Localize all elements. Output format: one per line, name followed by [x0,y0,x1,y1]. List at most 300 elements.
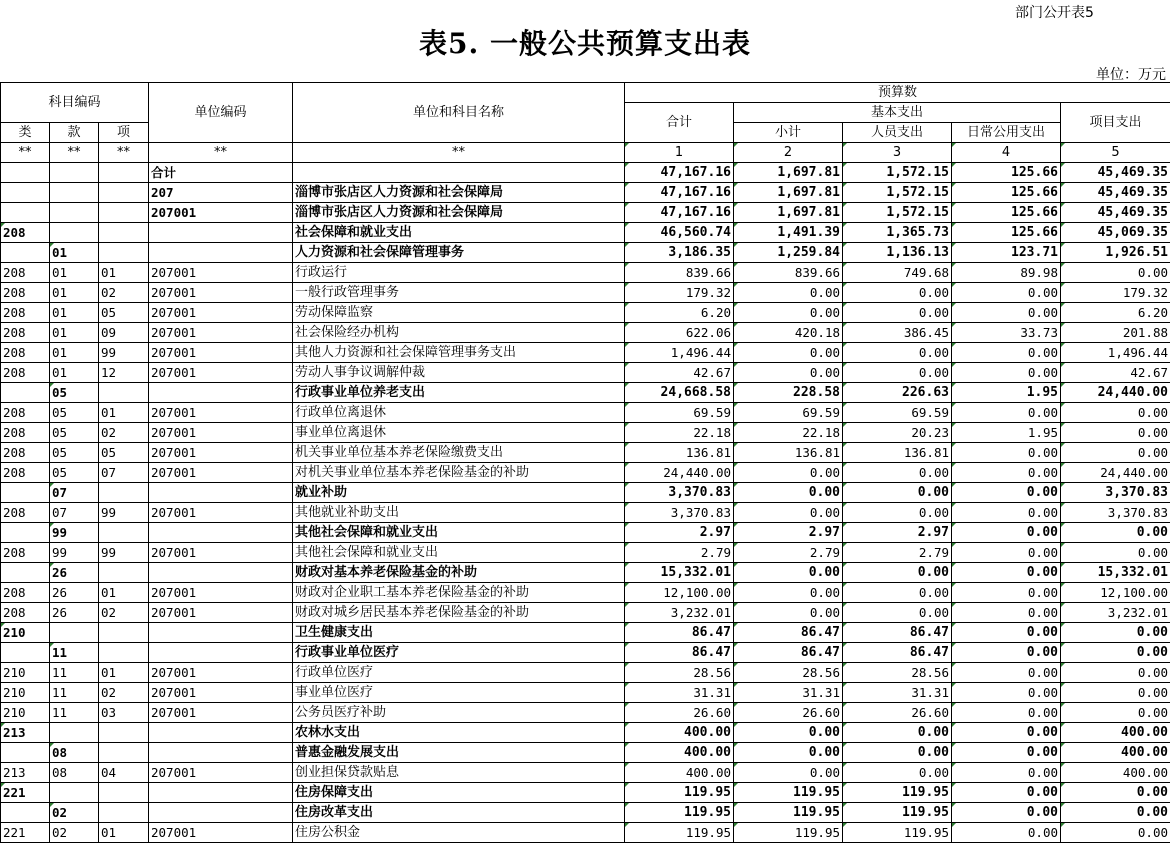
lei-cell [1,243,50,263]
subtotal-cell: 119.95 [734,823,843,843]
kuan-cell: 05 [50,383,99,403]
unit-code-cell: 合计 [149,163,293,183]
unit-code-cell [149,383,293,403]
daily-cell: 0.00 [952,663,1061,683]
table-row [1,603,1170,623]
unit-code-cell [149,783,293,803]
project-cell: 0.00 [1061,543,1170,563]
total-cell: 3,186.35 [625,243,734,263]
project-cell: 0.00 [1061,523,1170,543]
xiang-cell: 03 [99,703,149,723]
total-cell: 12,100.00 [625,583,734,603]
daily-cell: 0.00 [952,523,1061,543]
lei-cell [1,743,50,763]
lei-cell [1,563,50,583]
name-cell: 社会保险经办机构 [293,323,625,343]
name-cell: 卫生健康支出 [293,623,625,643]
table-row [1,223,1170,243]
daily-cell: 0.00 [952,703,1061,723]
xiang-cell: 12 [99,363,149,383]
subtotal-cell: 0.00 [734,743,843,763]
xiang-cell [99,803,149,823]
subtotal-cell: 69.59 [734,403,843,423]
subtotal-cell: 28.56 [734,663,843,683]
daily-cell: 0.00 [952,783,1061,803]
unit-code-cell [149,523,293,543]
project-cell: 0.00 [1061,403,1170,423]
personnel-cell: 0.00 [843,583,952,603]
project-cell: 201.88 [1061,323,1170,343]
daily-cell: 0.00 [952,483,1061,503]
total-cell: 42.67 [625,363,734,383]
unit-code-header: 单位编码 [149,83,293,143]
unit-code-cell: 207001 [149,363,293,383]
project-cell: 0.00 [1061,623,1170,643]
xiang-cell [99,223,149,243]
header-row [1,83,1170,103]
project-cell: 0.00 [1061,663,1170,683]
table-row [1,203,1170,223]
unit-code-cell: 207001 [149,583,293,603]
subject-code-header: 科目编码 [1,83,149,123]
name-cell: 社会保障和就业支出 [293,223,625,243]
name-cell: 行政事业单位养老支出 [293,383,625,403]
project-cell: 45,069.35 [1061,223,1170,243]
kuan-cell [50,623,99,643]
table-row [1,463,1170,483]
personnel-cell: 119.95 [843,803,952,823]
project-cell: 24,440.00 [1061,463,1170,483]
subtotal-cell: 0.00 [734,583,843,603]
name-cell: 事业单位医疗 [293,683,625,703]
total-header: 合计 [625,103,734,143]
xiang-cell: 02 [99,603,149,623]
personnel-cell: 119.95 [843,783,952,803]
lei-cell: 208 [1,443,50,463]
personnel-cell: 86.47 [843,643,952,663]
project-cell: 3,232.01 [1061,603,1170,623]
daily-cell: 1.95 [952,423,1061,443]
budget-expenditure-table [0,82,1170,843]
xiang-cell: 99 [99,343,149,363]
personnel-cell: 749.68 [843,263,952,283]
daily-cell: 0.00 [952,823,1061,843]
lei-cell: 210 [1,703,50,723]
total-cell: 47,167.16 [625,203,734,223]
xiang-cell: 99 [99,543,149,563]
daily-cell: 0.00 [952,623,1061,643]
total-cell: 3,370.83 [625,483,734,503]
daily-cell: 123.71 [952,243,1061,263]
subtotal-cell: 228.58 [734,383,843,403]
kuan-cell: 01 [50,243,99,263]
unit-code-cell: 207 [149,183,293,203]
subtotal-cell: 0.00 [734,723,843,743]
daily-cell: 89.98 [952,263,1061,283]
unit-code-cell: 207001 [149,423,293,443]
name-cell: 财政对基本养老保险基金的补助 [293,563,625,583]
kuan-cell: 05 [50,423,99,443]
project-cell: 0.00 [1061,423,1170,443]
project-cell: 15,332.01 [1061,563,1170,583]
kuan-cell: 08 [50,743,99,763]
daily-cell: 0.00 [952,343,1061,363]
total-cell: 839.66 [625,263,734,283]
lei-cell: 210 [1,623,50,643]
lei-cell: 208 [1,303,50,323]
project-cell: 45,469.35 [1061,183,1170,203]
unit-code-cell: 207001 [149,763,293,783]
kuan-cell: 11 [50,683,99,703]
xiang-cell: 09 [99,323,149,343]
kuan-cell: 02 [50,823,99,843]
table-row [1,663,1170,683]
personnel-cell: 0.00 [843,763,952,783]
personnel-cell: 0.00 [843,283,952,303]
personnel-cell: 1,572.15 [843,203,952,223]
name-cell: 事业单位离退休 [293,423,625,443]
unit-code-cell: 207001 [149,323,293,343]
kuan-cell [50,723,99,743]
kuan-cell: 01 [50,323,99,343]
subtotal-cell: 0.00 [734,563,843,583]
unit-code-cell [149,223,293,243]
xiang-cell [99,623,149,643]
lei-cell: 208 [1,263,50,283]
project-cell: 0.00 [1061,683,1170,703]
daily-cell: 0.00 [952,503,1061,523]
personnel-cell: 0.00 [843,303,952,323]
total-cell: 119.95 [625,803,734,823]
table-number-label: 部门公开表5 [1015,5,1094,21]
total-cell: 3,370.83 [625,503,734,523]
lei-cell: 208 [1,363,50,383]
kuan-header: 款 [50,123,99,143]
total-cell: 3,232.01 [625,603,734,623]
xiang-cell: 02 [99,423,149,443]
table-row [1,523,1170,543]
table-row [1,303,1170,323]
name-cell: 劳动人事争议调解仲裁 [293,363,625,383]
xiang-cell: 01 [99,403,149,423]
personnel-cell: 1,365.73 [843,223,952,243]
unit-code-cell: 207001 [149,443,293,463]
table-row [1,743,1170,763]
name-cell: 人力资源和社会保障管理事务 [293,243,625,263]
subtotal-cell: 86.47 [734,643,843,663]
total-cell: 47,167.16 [625,183,734,203]
subtotal-cell: 119.95 [734,783,843,803]
subtotal-cell: 1,259.84 [734,243,843,263]
lei-cell [1,203,50,223]
index-cell: 4 [952,143,1061,163]
lei-cell: 213 [1,723,50,743]
xiang-cell [99,523,149,543]
total-cell: 119.95 [625,823,734,843]
personnel-cell: 69.59 [843,403,952,423]
project-cell: 0.00 [1061,703,1170,723]
personnel-cell: 226.63 [843,383,952,403]
total-cell: 86.47 [625,643,734,663]
xiang-cell: 05 [99,443,149,463]
index-cell: ** [1,143,50,163]
name-cell: 农林水支出 [293,723,625,743]
personnel-cell: 28.56 [843,663,952,683]
page-title: 表5. 一般公共预算支出表 [419,27,751,60]
personnel-cell: 0.00 [843,743,952,763]
daily-cell: 125.66 [952,203,1061,223]
daily-cell: 125.66 [952,183,1061,203]
personnel-cell: 2.97 [843,523,952,543]
table-row [1,723,1170,743]
personnel-cell: 1,136.13 [843,243,952,263]
name-cell: 劳动保障监察 [293,303,625,323]
total-cell: 31.31 [625,683,734,703]
xiang-cell [99,723,149,743]
unit-code-cell [149,563,293,583]
table-row [1,243,1170,263]
table-row [1,423,1170,443]
project-cell: 0.00 [1061,263,1170,283]
table-row [1,563,1170,583]
lei-cell [1,483,50,503]
personnel-cell: 1,572.15 [843,183,952,203]
project-cell: 1,496.44 [1061,343,1170,363]
unit-code-cell [149,243,293,263]
subtotal-cell: 0.00 [734,283,843,303]
subtotal-cell: 0.00 [734,343,843,363]
total-cell: 28.56 [625,663,734,683]
daily-cell: 0.00 [952,803,1061,823]
daily-cell: 0.00 [952,443,1061,463]
subtotal-cell: 136.81 [734,443,843,463]
index-cell: ** [293,143,625,163]
unit-code-cell [149,643,293,663]
name-cell: 住房公积金 [293,823,625,843]
unit-code-cell: 207001 [149,343,293,363]
unit-code-cell [149,803,293,823]
kuan-cell [50,783,99,803]
xiang-cell: 07 [99,463,149,483]
lei-cell: 208 [1,603,50,623]
table-row [1,343,1170,363]
kuan-cell: 99 [50,543,99,563]
daily-cell: 1.95 [952,383,1061,403]
unit-code-cell: 207001 [149,503,293,523]
name-cell: 其他人力资源和社会保障管理事务支出 [293,343,625,363]
total-cell: 400.00 [625,723,734,743]
subtotal-cell: 31.31 [734,683,843,703]
name-cell: 其他社会保障和就业支出 [293,543,625,563]
subtotal-cell: 0.00 [734,603,843,623]
total-cell: 400.00 [625,743,734,763]
table-row [1,683,1170,703]
daily-cell: 0.00 [952,723,1061,743]
name-cell: 对机关事业单位基本养老保险基金的补助 [293,463,625,483]
personnel-cell: 0.00 [843,723,952,743]
table-row [1,323,1170,343]
kuan-cell: 05 [50,463,99,483]
table-row [1,263,1170,283]
table-row [1,643,1170,663]
name-cell: 一般行政管理事务 [293,283,625,303]
xiang-cell [99,483,149,503]
unit-code-cell: 207001 [149,403,293,423]
name-cell: 淄博市张店区人力资源和社会保障局 [293,183,625,203]
project-cell: 24,440.00 [1061,383,1170,403]
kuan-cell: 05 [50,403,99,423]
kuan-cell: 99 [50,523,99,543]
subtotal-cell: 0.00 [734,763,843,783]
xiang-cell [99,783,149,803]
subtotal-cell: 2.79 [734,543,843,563]
kuan-cell: 01 [50,263,99,283]
subtotal-cell: 2.97 [734,523,843,543]
personnel-cell: 1,572.15 [843,163,952,183]
name-cell: 创业担保贷款贴息 [293,763,625,783]
lei-cell: 208 [1,503,50,523]
xiang-cell: 01 [99,263,149,283]
index-cell: ** [50,143,99,163]
total-cell: 179.32 [625,283,734,303]
project-cell: 12,100.00 [1061,583,1170,603]
personnel-cell: 0.00 [843,563,952,583]
daily-cell: 0.00 [952,563,1061,583]
xiang-cell: 01 [99,583,149,603]
subtotal-cell: 420.18 [734,323,843,343]
table-row [1,403,1170,423]
subtotal-header: 小计 [734,123,843,143]
subtotal-cell: 0.00 [734,483,843,503]
personnel-expense-header: 人员支出 [843,123,952,143]
unit-code-cell: 207001 [149,703,293,723]
daily-cell: 0.00 [952,283,1061,303]
unit-code-cell: 207001 [149,283,293,303]
table-row [1,183,1170,203]
unit-code-cell: 207001 [149,463,293,483]
subtotal-cell: 839.66 [734,263,843,283]
name-cell: 财政对城乡居民基本养老保险基金的补助 [293,603,625,623]
total-cell: 69.59 [625,403,734,423]
project-cell: 400.00 [1061,763,1170,783]
project-cell: 0.00 [1061,823,1170,843]
kuan-cell: 05 [50,443,99,463]
xiang-cell [99,243,149,263]
total-cell: 47,167.16 [625,163,734,183]
lei-cell: 210 [1,683,50,703]
daily-cell: 0.00 [952,763,1061,783]
personnel-cell: 26.60 [843,703,952,723]
project-cell: 400.00 [1061,743,1170,763]
name-cell: 淄博市张店区人力资源和社会保障局 [293,203,625,223]
total-cell: 119.95 [625,783,734,803]
kuan-cell [50,163,99,183]
kuan-cell: 01 [50,363,99,383]
index-cell: 3 [843,143,952,163]
project-cell: 179.32 [1061,283,1170,303]
personnel-cell: 0.00 [843,603,952,623]
lei-cell: 208 [1,463,50,483]
xiang-cell [99,203,149,223]
lei-cell: 208 [1,403,50,423]
table-row [1,283,1170,303]
total-cell: 622.06 [625,323,734,343]
xiang-cell [99,643,149,663]
unit-code-cell: 207001 [149,663,293,683]
daily-cell: 0.00 [952,303,1061,323]
budget-header: 预算数 [625,83,1170,103]
project-cell: 45,469.35 [1061,203,1170,223]
name-cell [293,163,625,183]
xiang-cell: 01 [99,823,149,843]
table-row [1,803,1170,823]
kuan-cell: 02 [50,803,99,823]
unit-code-cell: 207001 [149,683,293,703]
daily-cell: 0.00 [952,403,1061,423]
personnel-cell: 2.79 [843,543,952,563]
table-row [1,483,1170,503]
project-cell: 1,926.51 [1061,243,1170,263]
lei-cell [1,643,50,663]
unit-code-cell: 207001 [149,203,293,223]
name-cell: 公务员医疗补助 [293,703,625,723]
name-cell: 行政单位离退休 [293,403,625,423]
unit-code-cell: 207001 [149,543,293,563]
kuan-cell: 26 [50,583,99,603]
name-cell: 行政单位医疗 [293,663,625,683]
subtotal-cell: 1,697.81 [734,203,843,223]
project-cell: 3,370.83 [1061,503,1170,523]
personnel-cell: 0.00 [843,363,952,383]
lei-cell: 208 [1,543,50,563]
table-row [1,383,1170,403]
unit-label: 单位：万元 [1096,67,1166,83]
index-cell: 1 [625,143,734,163]
xiang-cell: 04 [99,763,149,783]
table-row [1,823,1170,843]
subtotal-cell: 86.47 [734,623,843,643]
personnel-cell: 31.31 [843,683,952,703]
project-cell: 3,370.83 [1061,483,1170,503]
xiang-cell: 02 [99,683,149,703]
subtotal-cell: 22.18 [734,423,843,443]
personnel-cell: 136.81 [843,443,952,463]
kuan-cell: 11 [50,643,99,663]
kuan-cell [50,203,99,223]
index-cell: 5 [1061,143,1170,163]
total-cell: 24,668.58 [625,383,734,403]
table-row [1,783,1170,803]
name-cell: 其他就业补助支出 [293,503,625,523]
lei-cell [1,383,50,403]
total-cell: 136.81 [625,443,734,463]
lei-cell: 221 [1,823,50,843]
unit-code-cell [149,623,293,643]
daily-cell: 125.66 [952,163,1061,183]
lei-cell: 213 [1,763,50,783]
lei-cell: 208 [1,343,50,363]
subtotal-cell: 1,697.81 [734,163,843,183]
table-row [1,583,1170,603]
header-index-row [1,143,1170,163]
xiang-cell: 99 [99,503,149,523]
table-row [1,443,1170,463]
unit-code-cell [149,743,293,763]
name-cell: 普惠金融发展支出 [293,743,625,763]
name-cell: 住房保障支出 [293,783,625,803]
daily-cell: 125.66 [952,223,1061,243]
name-cell: 财政对企业职工基本养老保险基金的补助 [293,583,625,603]
